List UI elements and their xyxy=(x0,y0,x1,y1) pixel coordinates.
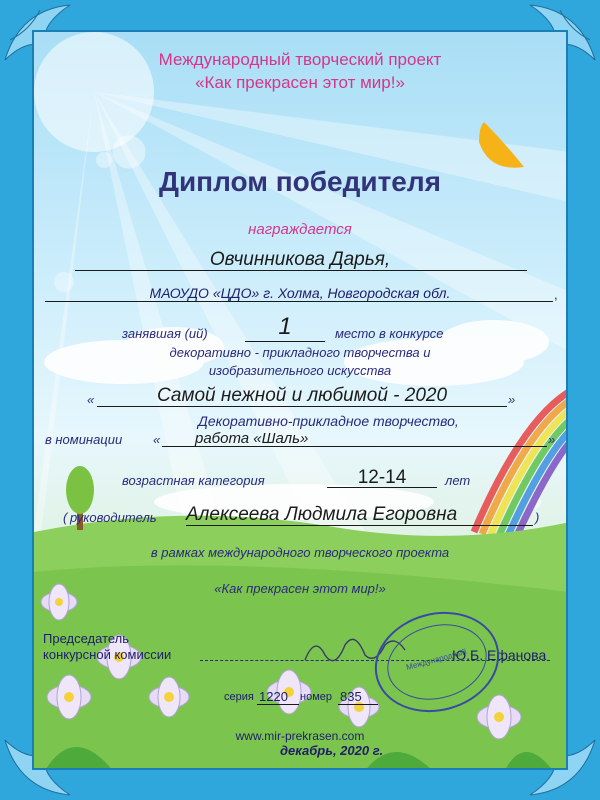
age-value: 12-14 xyxy=(357,467,407,488)
contest-name-open-quote: « xyxy=(87,392,95,407)
contest-name: Самой нежной и любимой - 2020 xyxy=(156,385,448,406)
framework-line1: в рамках международного творческого проекта xyxy=(150,545,450,560)
series-underline xyxy=(257,704,299,705)
supervisor-open-paren: ( xyxy=(63,510,68,525)
series-value: 1220 xyxy=(259,689,288,704)
issue-date: декабрь, 2020 г. xyxy=(280,743,384,758)
organization-comma: , xyxy=(554,287,558,302)
framework-line2: «Как прекрасен этот мир!» xyxy=(214,581,386,596)
chairman-name: Ю.Б. Ефанова xyxy=(452,647,547,663)
diploma-title: Диплом победителя xyxy=(159,166,441,197)
nomination-category: Декоративно-прикладное творчество, xyxy=(198,413,459,429)
place-suffix: место в конкурсе xyxy=(335,326,444,341)
supervisor-name: Алексеева Людмила Егоровна xyxy=(186,504,458,525)
website-link[interactable]: www.mir-prekrasen.com xyxy=(235,729,365,743)
supervisor-close-paren: ) xyxy=(535,510,540,525)
chairman-line2: конкурсной комиссии xyxy=(43,647,172,662)
place-prefix: занявшая (ий) xyxy=(122,326,208,341)
chairman-line1: Председатель xyxy=(43,631,130,646)
tree-crown xyxy=(66,466,94,514)
official-stamp xyxy=(370,610,505,715)
number-label: номер xyxy=(300,691,332,703)
project-header-line1: Международный творческий проект xyxy=(158,50,442,69)
contest-desc-line1: декоративно - прикладного творчества и xyxy=(169,345,431,360)
nomination-value: работа «Шаль» xyxy=(195,430,309,447)
svg-text:Международный: Международный xyxy=(405,647,468,672)
project-header-line2: «Как прекрасен этот мир!» xyxy=(195,73,405,92)
awarded-label: награждается xyxy=(248,221,352,238)
nomination-close-quote: » xyxy=(548,432,556,447)
nomination-prefix: в номинации xyxy=(45,432,123,447)
bubble xyxy=(113,136,145,168)
nomination-open-quote: « xyxy=(153,432,161,447)
contest-name-close-quote: » xyxy=(508,392,516,407)
number-underline xyxy=(338,704,378,705)
place-underline xyxy=(245,341,325,342)
contest-desc-line2: изобразительного искусства xyxy=(208,363,392,378)
place-value: 1 xyxy=(278,313,292,340)
winner-name: Овчинникова Дарья, xyxy=(209,249,391,270)
supervisor-label: руководитель xyxy=(70,510,157,525)
age-suffix: лет xyxy=(445,473,471,488)
organization-underline xyxy=(45,301,553,302)
organization: МАОУДО «ЦДО» г. Холма, Новгородская обл. xyxy=(149,285,451,301)
series-label: серия xyxy=(224,691,254,703)
age-prefix: возрастная категория xyxy=(122,473,265,488)
number-value: 835 xyxy=(340,689,362,704)
